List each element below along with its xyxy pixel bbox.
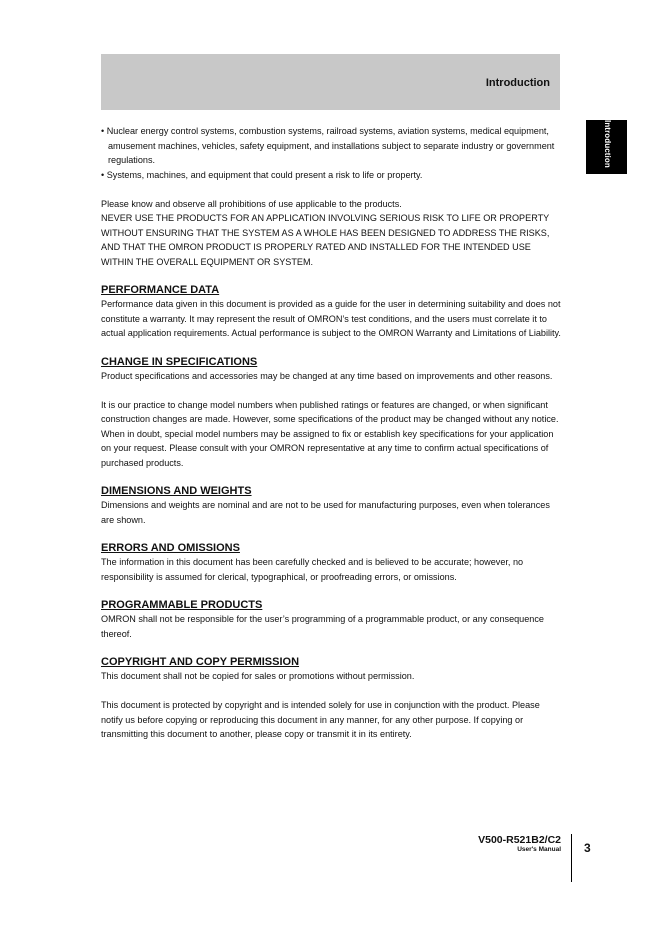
intro-warning: NEVER USE THE PRODUCTS FOR AN APPLICATION INVOLVING SERIOUS RISK TO LIFE OR PROPERTY WITHOUT ENSURING THAT THE SYSTEM AS A WHOLE HAS BEEN DESIGNED TO ADDRESS THE RISKS, AND THAT THE OMRON PRODUCT IS PROPERLY RATED AND INSTALLED FOR THE INTENDED USE WITHIN THE OVERALL EQUIPMENT OR SYSTEM.	[101, 213, 550, 267]
section-title-specifications: CHANGE IN SPECIFICATIONS	[101, 355, 258, 368]
section-title-performance: PERFORMANCE DATA	[101, 284, 220, 296]
intro-bullet: • Nuclear energy control systems, combustion systems, railroad systems, aviation systems, medical equipment, amusement machines, vehicles, safety equipment, and installations subject to separate industry or government regulations.	[101, 126, 555, 165]
section-title-copyright: COPYRIGHT AND COPY PERMISSION	[101, 656, 300, 668]
header-band	[101, 54, 560, 110]
side-tab-label: Introduction	[603, 120, 612, 168]
section-title-dimensions: DIMENSIONS AND WEIGHTS	[101, 485, 252, 497]
intro-paragraph: Please know and observe all prohibitions of use applicable to the products.	[101, 198, 402, 209]
section-title-programmable: PROGRAMMABLE PRODUCTS	[101, 599, 263, 611]
section-body-errors: The information in this document has been carefully checked and is believed to be accurate; however, no responsibility is assumed for clerical, typographical, or proofreading errors, or omissions.	[101, 557, 524, 582]
footer-divider	[571, 834, 572, 882]
page-number: 3	[584, 841, 591, 855]
footer-model-number: V500-R521B2/C2	[478, 834, 561, 846]
section-body-programmable: OMRON shall not be responsible for the user’s programming of a programmable product, or any consequence thereof.	[101, 614, 544, 639]
section-body-specifications-2: It is our practice to change model numbers when published ratings or features are changed, or when significant construction changes are made. However, some specifications of the product may be changed without any notice. When in doubt, special model numbers may be assigned to fix or establish key specifications for your application on your request. Please consult with your OMRON representative at any time to confirm actual specifications of purchased products.	[101, 399, 559, 468]
section-body-copyright-2: This document is protected by copyright and is intended solely for use in conjunction with the product. Please notify us before copying or reproducing this document in any manner, for any other purpose. If copying or transmitting this document to another, please copy or transmit it in its entirety.	[101, 700, 540, 739]
intro-bullet: • Systems, machines, and equipment that could present a risk to life or property.	[101, 169, 423, 180]
section-body-dimensions: Dimensions and weights are nominal and are not to be used for manufacturing purposes, even when tolerances are shown.	[101, 500, 550, 525]
section-body-performance: Performance data given in this document is provided as a guide for the user in determining suitability and does not constitute a warranty. It may represent the result of OMRON’s test conditions, and the users must correlate it to actual application requirements. Actual performance is subject to the OMRON Warranty and Limitations of Liability.	[101, 299, 561, 338]
footer-manual-label: User's Manual	[517, 846, 561, 853]
header-title: Introduction	[485, 77, 550, 89]
page-content	[101, 124, 561, 742]
side-tab[interactable]	[586, 120, 627, 174]
section-body-specifications: Product specifications and accessories may be changed at any time based on improvements and other reasons.	[101, 370, 553, 381]
section-body-copyright: This document shall not be copied for sales or promotions without permission.	[101, 671, 415, 681]
section-title-errors: ERRORS AND OMISSIONS	[101, 542, 240, 554]
